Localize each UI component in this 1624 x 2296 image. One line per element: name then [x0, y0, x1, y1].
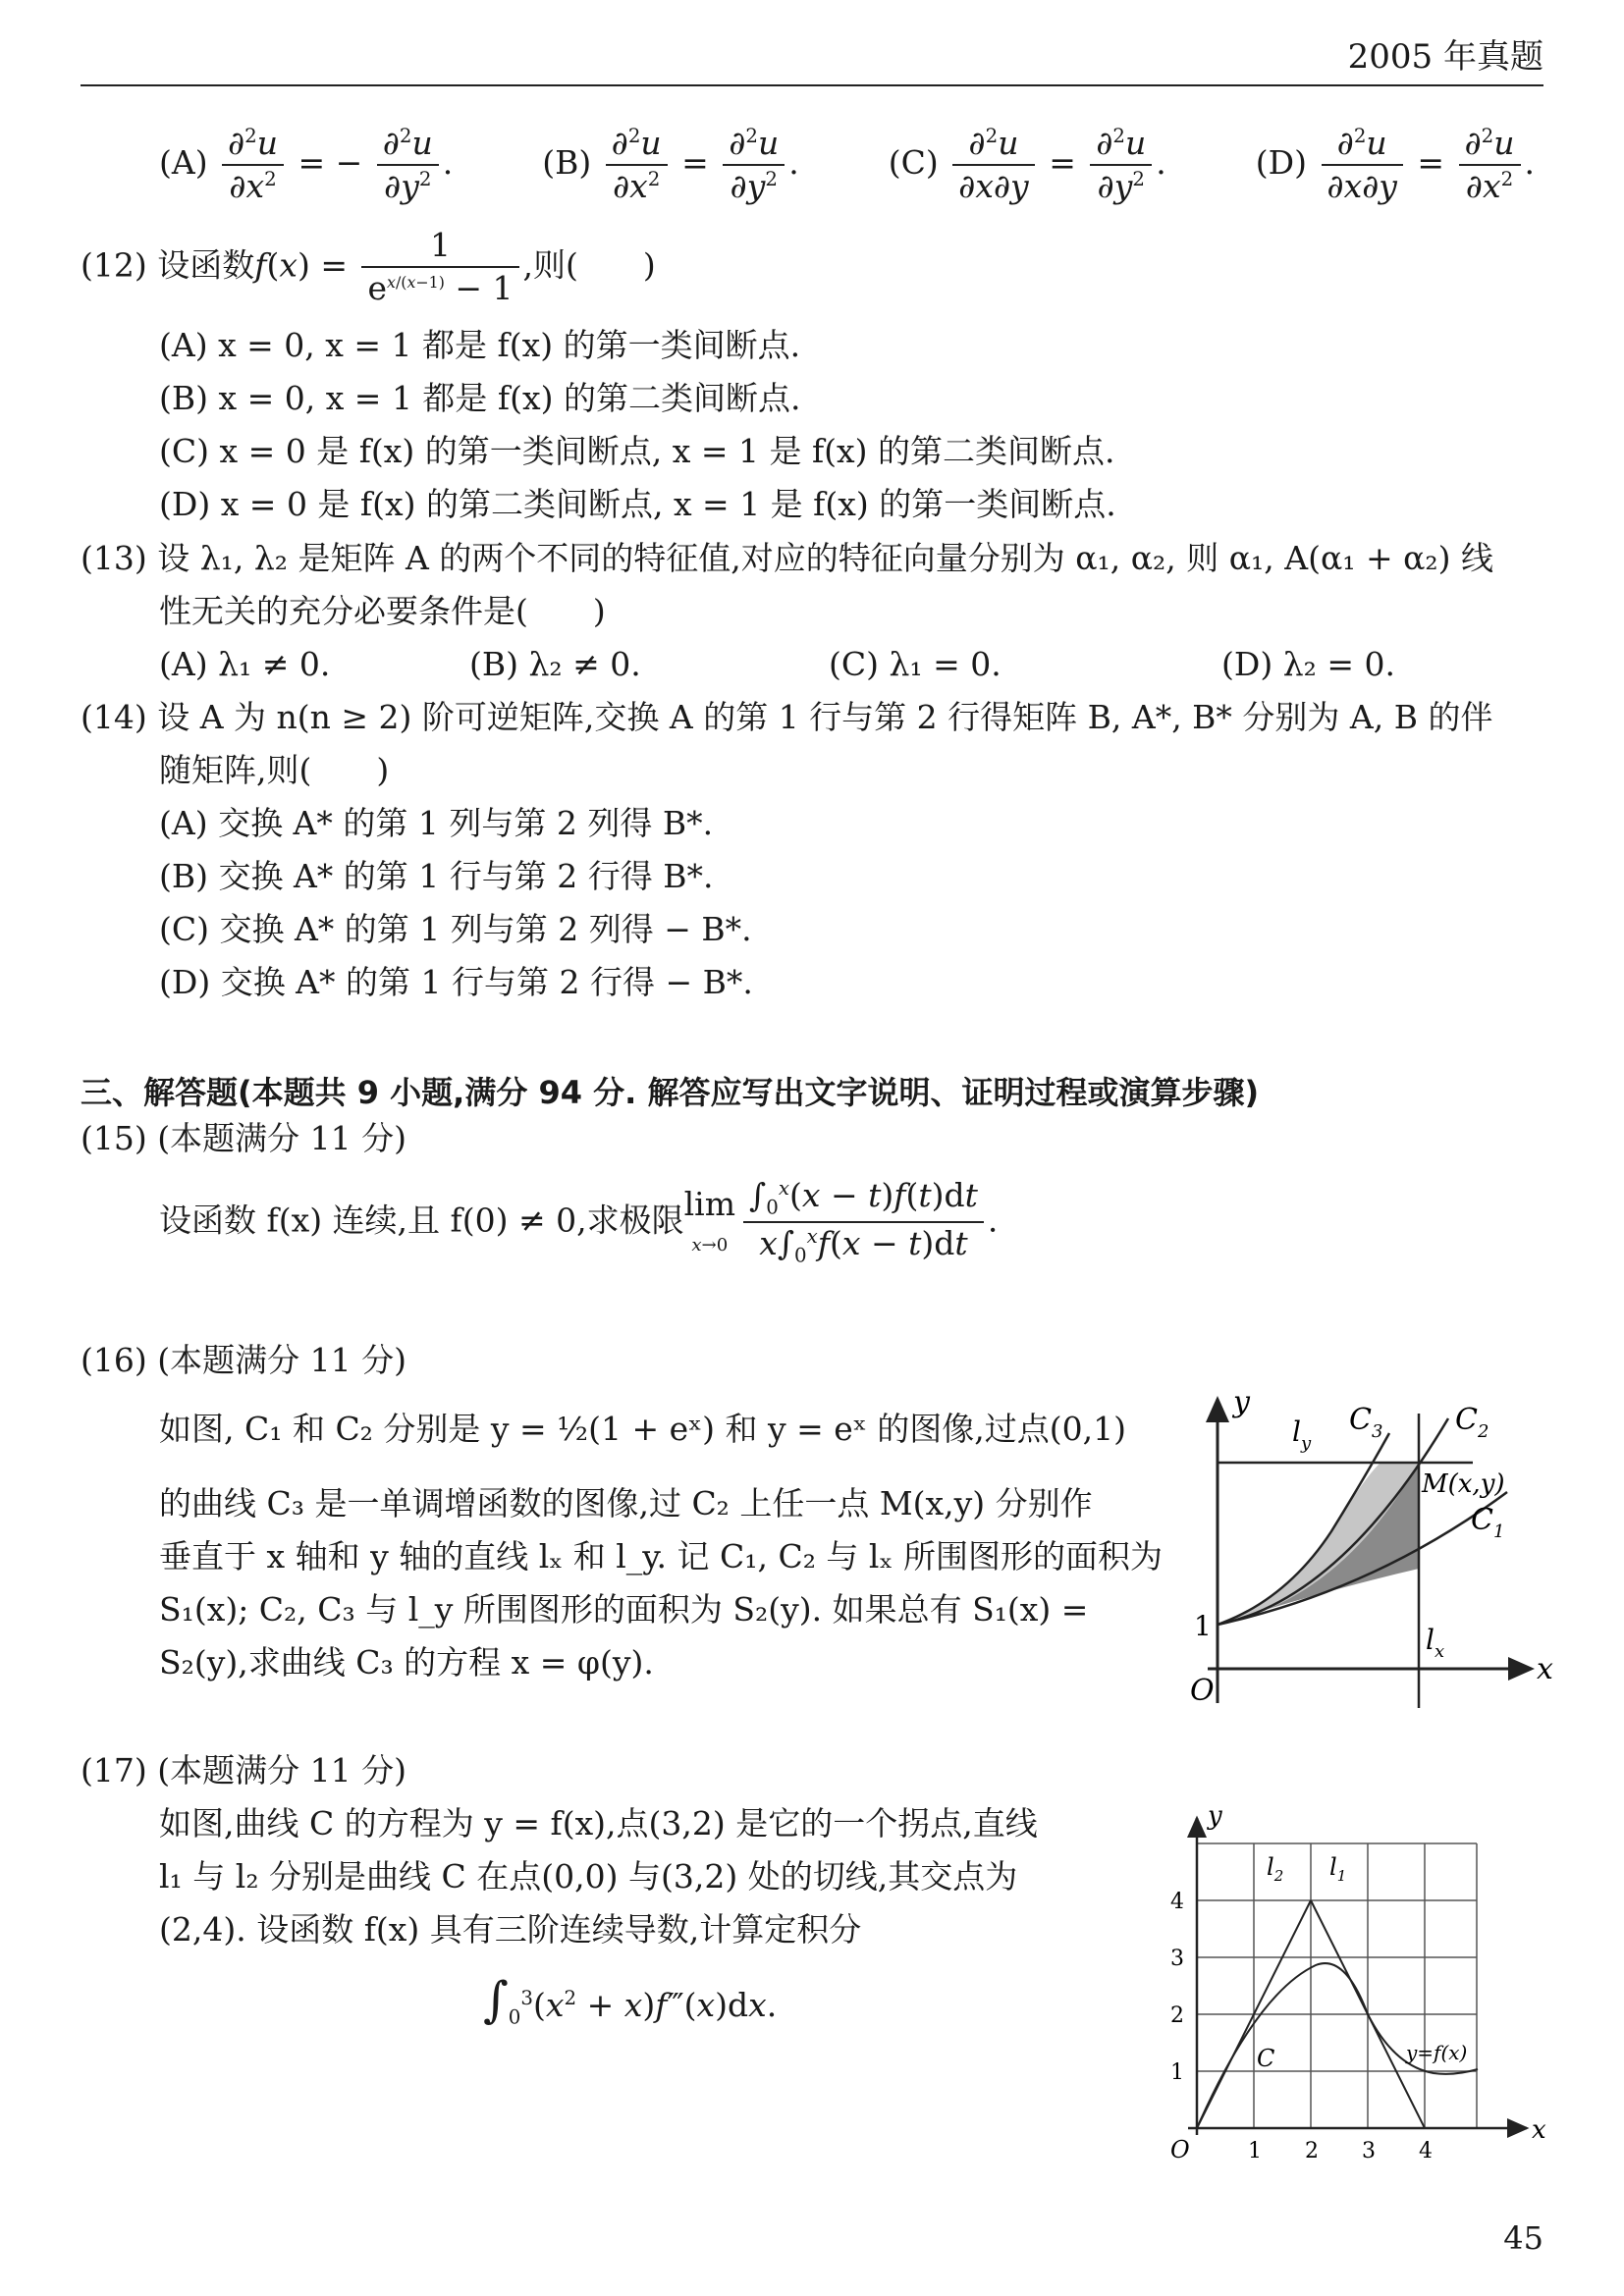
q14-option-b: (B) 交换 A* 的第 1 行与第 2 行得 B*. [159, 857, 714, 895]
q17-xtick-4: 4 [1419, 2139, 1433, 2163]
q17-grid [1197, 1843, 1477, 2128]
q17-xtick-1: 1 [1248, 2139, 1262, 2163]
q16-label-x: x [1537, 1652, 1553, 1686]
q11-option-a: (A) $\frac{\partial^2u}{\partial x^2}$ = − $\frac{\partial^2u}{\partial y^2}$ . [159, 124, 454, 206]
q16-title: (16) (本题满分 11 分) [81, 1341, 406, 1379]
q17-label-origin: O [1170, 2136, 1190, 2163]
q17-line2: l₁ 与 l₂ 分别是曲线 C 在点(0,0) 与(3,2) 处的切线,其交点为 [159, 1857, 1018, 1896]
q17-label-c: C [1257, 2045, 1275, 2072]
header-rule [81, 84, 1543, 86]
q16-label-ly: $l_y$ [1292, 1415, 1312, 1454]
q15-body: 设函数 f(x) 连续,且 f(0) ≠ 0,求极限lim x→0 $\frac{\int_0^x(x - t)f(t)dt}{x\int_0^xf(x - t)dt}$ . [159, 1176, 999, 1267]
q17-title: (17) (本题满分 11 分) [81, 1751, 406, 1789]
q12-option-c: (C) x = 0 是 f(x) 的第一类间断点, x = 1 是 f(x) 的第二类间断点. [159, 432, 1115, 470]
q12-stem: (12) 设函数f(x) = $\frac{1}{e^{x/(x-1)} - 1}$ ,则( ) [81, 226, 656, 308]
q16-label-y: y [1233, 1385, 1250, 1419]
q13-option-a: (A) λ₁ ≠ 0. [159, 645, 331, 683]
q17-label-y: y [1208, 1806, 1222, 1831]
running-header: 2005 年真题 [1347, 37, 1543, 77]
q17-line3: (2,4). 设函数 f(x) 具有三阶连续导数,计算定积分 [159, 1910, 862, 1949]
q17-ytick-2: 2 [1170, 2003, 1184, 2028]
q11-options [159, 126, 1535, 205]
q17-ytick-4: 4 [1170, 1890, 1184, 1914]
q12-option-a: (A) x = 0, x = 1 都是 f(x) 的第一类间断点. [159, 326, 801, 364]
q14-line1: (14) 设 A 为 n(n ≥ 2) 阶可逆矩阵,交换 A 的第 1 行与第 2 行得矩阵 B, A*, B* 分别为 A, B 的伴 [81, 698, 1493, 736]
q17-label-x: x [1532, 2115, 1546, 2145]
q16-label-origin: O [1190, 1674, 1215, 1708]
q13-option-c: (C) λ₁ = 0. [829, 645, 1001, 683]
section-3-heading: 三、解答题(本题共 9 小题,满分 94 分. 解答应写出文字说明、证明过程或演算步骤) [81, 1074, 1260, 1111]
q17-ytick-3: 3 [1170, 1947, 1184, 1971]
q13-line2: 性无关的充分必要条件是( ) [159, 592, 606, 630]
q17-label-fx: y=f(x) [1406, 2041, 1468, 2064]
q11-option-b: (B) $\frac{\partial^2u}{\partial x^2}$ = $\frac{\partial^2u}{\partial y^2}$ . [542, 124, 799, 206]
q16-label-c2: $C_2$ [1455, 1403, 1489, 1442]
q16-label-lx: $l_x$ [1426, 1624, 1445, 1662]
q16-label-m: M(x,y) [1422, 1469, 1505, 1499]
q14-option-d: (D) 交换 A* 的第 1 行与第 2 行得 − B*. [159, 963, 753, 1001]
q17-ytick-1: 1 [1170, 2060, 1184, 2085]
q16-label-one: 1 [1194, 1610, 1212, 1642]
q14-option-a: (A) 交换 A* 的第 1 列与第 2 列得 B*. [159, 804, 714, 842]
q17-label-l1: $l_1$ [1329, 1853, 1347, 1885]
q17-line1: 如图,曲线 C 的方程为 y = f(x),点(3,2) 是它的一个拐点,直线 [159, 1804, 1038, 1842]
q14-option-c: (C) 交换 A* 的第 1 列与第 2 列得 − B*. [159, 910, 752, 948]
q16-label-c1: $C_1$ [1471, 1503, 1505, 1542]
q16-label-c3: $C_3$ [1349, 1403, 1383, 1442]
page-number: 45 [1503, 2219, 1543, 2257]
q12-option-b: (B) x = 0, x = 1 都是 f(x) 的第二类间断点. [159, 379, 801, 417]
q16-line1: 如图, C₁ 和 C₂ 分别是 y = ½(1 + eˣ) 和 y = eˣ 的图像,过点(0,1) [159, 1410, 1127, 1448]
q17-integral: $\int_0^3(x^2$ + x)f‴(x)dx. [483, 1971, 778, 2029]
q16-line2: 的曲线 C₃ 是一单调增函数的图像,过 C₂ 上任一点 M(x,y) 分别作 [159, 1484, 1093, 1522]
q12-option-d: (D) x = 0 是 f(x) 的第二类间断点, x = 1 是 f(x) 的第一类间断点. [159, 485, 1116, 523]
q15-title: (15) (本题满分 11 分) [81, 1119, 406, 1157]
q16-line4: S₁(x); C₂, C₃ 与 l_y 所围图形的面积为 S₂(y). 如果总有 S₁(x) = [159, 1590, 1089, 1629]
q13-option-b: (B) λ₂ ≠ 0. [469, 645, 641, 683]
q13-option-d: (D) λ₂ = 0. [1221, 645, 1395, 683]
q17-xtick-3: 3 [1362, 2139, 1376, 2163]
q16-figure [1168, 1384, 1561, 1708]
q16-line3: 垂直于 x 轴和 y 轴的直线 lₓ 和 l_y. 记 C₁, C₂ 与 lₓ 所围图形的面积为 [159, 1537, 1163, 1575]
q14-line2: 随矩阵,则( ) [159, 751, 390, 789]
q11-option-c: (C) $\frac{\partial^2u}{\partial x\partial y}$ = $\frac{\partial^2u}{\partial y^2}$ . [888, 124, 1166, 206]
q11-option-d: (D) $\frac{\partial^2u}{\partial x\partial y}$ = $\frac{\partial^2u}{\partial x^2}$ . [1255, 124, 1536, 206]
q17-label-l2: $l_2$ [1267, 1853, 1284, 1885]
q17-figure [1149, 1806, 1561, 2179]
q17-xtick-2: 2 [1305, 2139, 1319, 2163]
q13-line1: (13) 设 λ₁, λ₂ 是矩阵 A 的两个不同的特征值,对应的特征向量分别为 α₁, α₂, 则 α₁, A(α₁ + α₂) 线 [81, 539, 1493, 577]
q16-line5: S₂(y),求曲线 C₃ 的方程 x = φ(y). [159, 1643, 654, 1682]
